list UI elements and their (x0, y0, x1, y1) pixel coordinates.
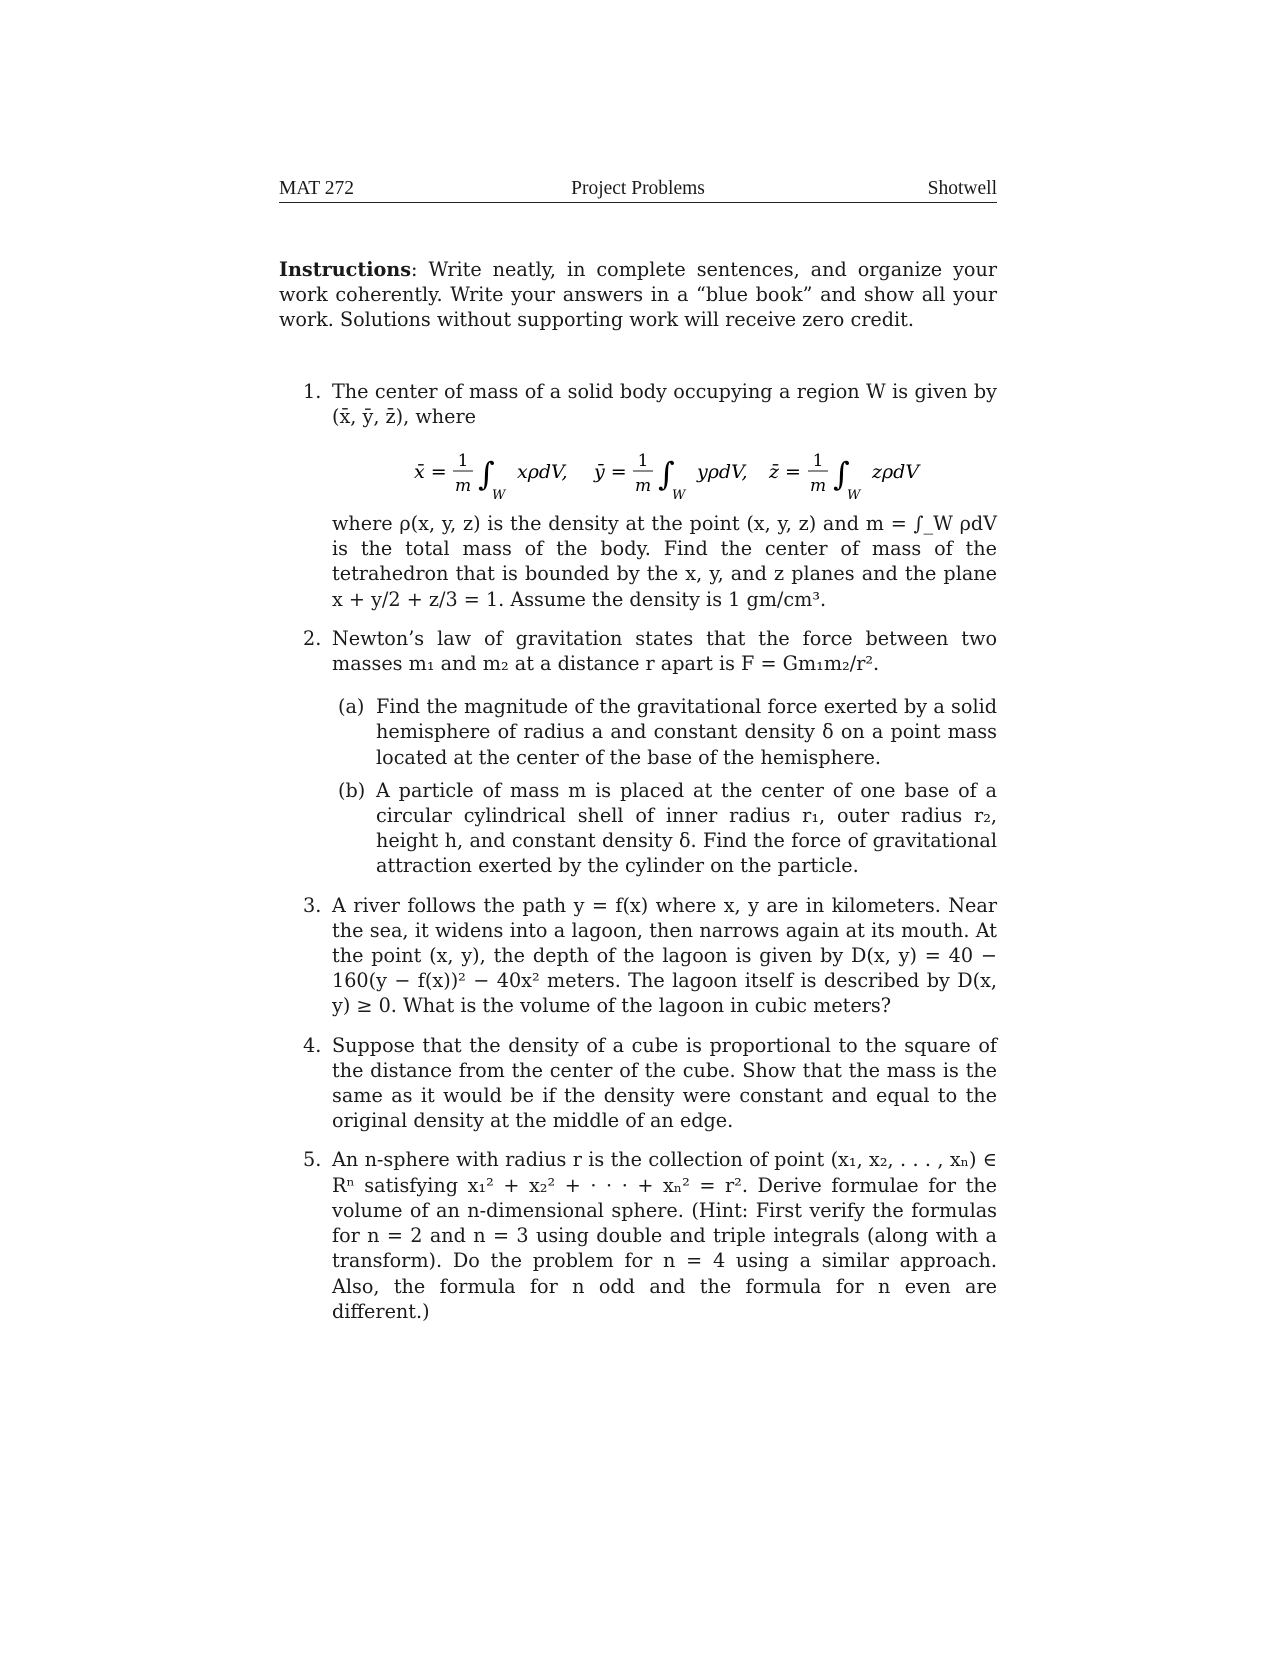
problem-number: 2. (303, 626, 322, 650)
problem-2-intro: Newton’s law of gravitation states that the force between two masses m₁ and m₂ at a distance r apart is F = Gm₁m₂/r². (332, 626, 997, 676)
x-integral-region: W (492, 488, 506, 504)
x-fraction-numerator: 1 (457, 451, 469, 472)
page-header (279, 174, 997, 203)
x-integral-sign: ∫ (478, 455, 495, 494)
z-integral-sign: ∫ (833, 455, 850, 494)
y-bar-lhs: ȳ = (594, 461, 627, 484)
course-code: MAT 272 (279, 178, 354, 199)
author-name: Shotwell (927, 178, 997, 199)
y-integrand: yρdV, (697, 461, 748, 484)
instructions-text: : Write neatly, in complete sentences, and organize your work coherently. Write your answers in a “blue book” and show all your work. Solutions without supporting work will receive zero credit. (279, 258, 997, 332)
y-integral-region: W (672, 488, 686, 504)
problem-4-text: Suppose that the density of a cube is proportional to the square of the distance from the center of the cube. Show that the mass is the same as it would be if the density were constant and equal to the original density at the middle of an edge. (332, 1033, 997, 1133)
problem-1-intro: The center of mass of a solid body occupying a region W is given by (x̄, ȳ, z̄), where (332, 379, 997, 428)
center-of-mass-formula-svg (332, 433, 997, 511)
document-title: Project Problems (571, 178, 705, 199)
problem-5-text: An n-sphere with radius r is the collection of point (x₁, x₂, . . . , xₙ) ∈ Rⁿ satisfying x₁² + x₂² + · · · + xₙ² = r². Derive formulae for the volume of an n-dimensional sphere. (Hint: First verify the formulas for n = 2 and n = 3 using double and triple integrals (along with a transform). Do the problem for n = 4 using a similar approach. Also, the formula for n odd and the formula for n even are different.) (332, 1148, 997, 1323)
z-fraction-numerator: 1 (812, 451, 824, 472)
problem-1-body: where ρ(x, y, z) is the density at the point (x, y, z) and m = ∫_W ρdV is the total mass of the body. Find the center of mass of the tetrahedron that is bounded by the x, y, and z planes and the plane x + y/2 + z/3 = 1. Assume the density is 1 gm/cm³. (332, 512, 997, 611)
problem-2 (279, 626, 997, 879)
problem-number: 5. (303, 1148, 322, 1172)
x-bar-lhs: x̄ = (414, 461, 447, 484)
problem-2b (332, 778, 997, 879)
y-fraction-denominator: m (634, 476, 652, 497)
part-label: (b) (338, 778, 366, 802)
problem-number: 1. (303, 379, 322, 403)
y-integral-sign: ∫ (658, 455, 675, 494)
problem-2b-text: A particle of mass m is placed at the center of one base of a circular cylindrical shell of inner radius r₁, outer radius r₂, height h, and constant density δ. Find the force of gravitational attraction exerted by the cylinder on the particle. (376, 778, 997, 878)
problem-4 (279, 1033, 997, 1134)
problem-number: 3. (303, 893, 322, 917)
x-integrand: xρdV, (517, 461, 568, 484)
x-fraction-denominator: m (454, 476, 472, 497)
z-bar-lhs: z̄ = (769, 461, 801, 484)
problem-2a-text: Find the magnitude of the gravitational force exerted by a solid hemisphere of radius a and constant density δ on a point mass located at the center of the base of the hemisphere. (376, 695, 997, 769)
instructions-paragraph (279, 257, 997, 333)
document-page (279, 174, 997, 1324)
problem-3 (279, 893, 997, 1019)
z-integral-region: W (847, 488, 861, 504)
z-fraction-denominator: m (809, 476, 827, 497)
problem-2a (332, 694, 997, 770)
z-integrand: zρdV (872, 461, 920, 484)
instructions-label: Instructions (279, 258, 412, 281)
problem-number: 4. (303, 1033, 322, 1057)
problem-5 (279, 1147, 997, 1323)
problem-1 (279, 379, 997, 612)
problem-list (279, 379, 997, 1324)
part-label: (a) (338, 695, 365, 719)
center-of-mass-equation (332, 433, 997, 511)
problem-3-text: A river follows the path y = f(x) where x, y are in kilometers. Near the sea, it widens into a lagoon, then narrows again at its mouth. At the point (x, y), the depth of the lagoon is given by D(x, y) = 40 − 160(y − f(x))² − 40x² meters. The lagoon itself is described by D(x, y) ≥ 0. What is the volume of the lagoon in cubic meters? (332, 893, 997, 1018)
y-fraction-numerator: 1 (637, 451, 649, 472)
